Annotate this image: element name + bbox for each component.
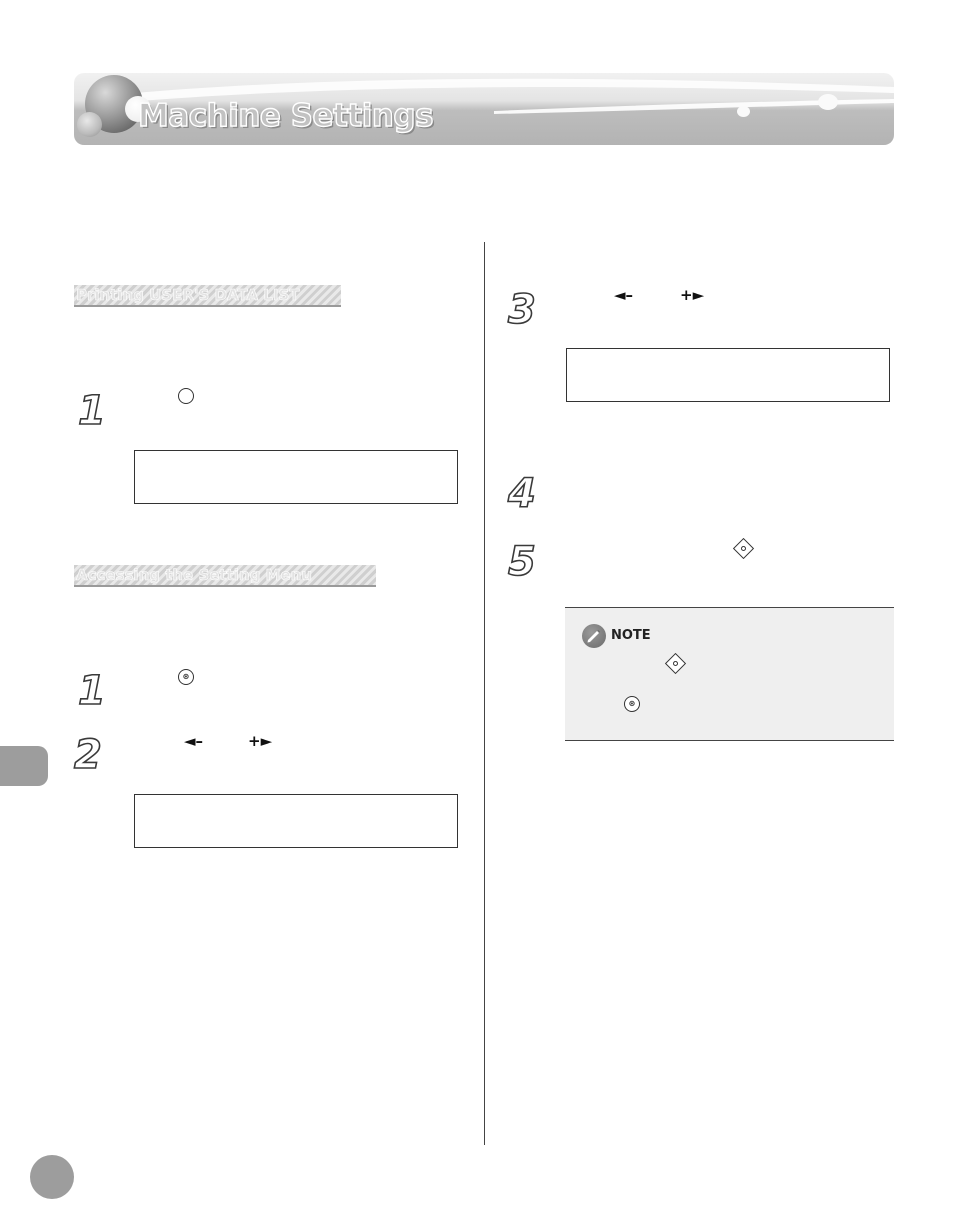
lcd-display [134,794,458,848]
chapter-tab [0,746,48,786]
minus-key-icon: ◄– [184,732,204,750]
step-number: 1 [78,668,106,714]
step-number: 3 [508,287,536,333]
stop-reset-icon: ⊛ [624,696,640,712]
banner-small-sphere-icon [77,112,102,137]
lcd-display [566,348,890,402]
minus-key-icon: ◄– [614,286,634,304]
start-icon [733,538,754,559]
page-number-badge [30,1155,74,1199]
step-number: 4 [508,471,536,517]
pencil-note-icon [582,624,606,648]
plus-key-icon: +► [680,286,705,304]
section-heading-setting-menu: Accessing the Setting Menu [74,565,376,587]
step-number: 1 [78,388,106,434]
menu-key-icon: ⊛ [178,669,194,685]
plus-key-icon: +► [248,732,273,750]
lcd-display [134,450,458,504]
note-label: NOTE [611,628,651,643]
step-number: 5 [508,539,536,585]
banner-dot [818,94,838,110]
page-title: Machine Settings [138,98,434,134]
banner-dot [737,106,750,117]
section-heading-printing: Printing USER'S DATA LIST [74,285,341,307]
step-number: 2 [74,732,102,778]
column-divider [484,242,485,1145]
additional-functions-key-icon [178,388,194,404]
